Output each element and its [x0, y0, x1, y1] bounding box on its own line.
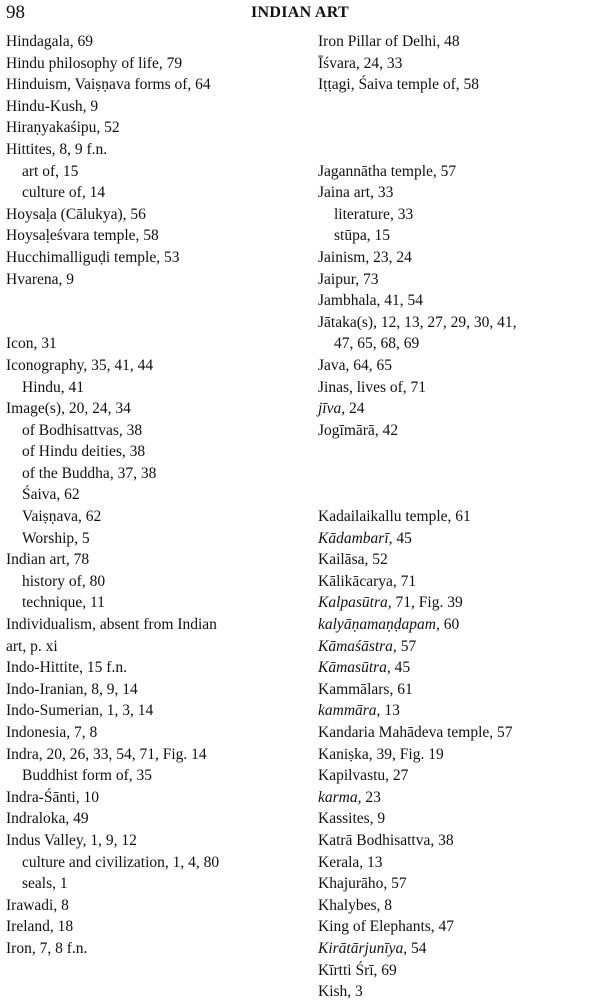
index-entry	[318, 852, 600, 874]
entry-page-refs: 13	[380, 702, 400, 720]
running-head: INDIAN ART	[250, 4, 349, 21]
entry-text: Indus Valley, 1, 9, 12	[6, 831, 137, 849]
index-entry	[318, 960, 600, 982]
entry-text: Kapilvastu, 27	[318, 767, 409, 785]
index-entry	[6, 657, 298, 679]
entry-text: of Hindu deities, 38	[22, 443, 146, 461]
index-entry	[318, 744, 600, 766]
index-entry	[318, 787, 600, 809]
entry-text: Indo-Sumerian, 1, 3, 14	[6, 702, 154, 720]
entry-text: Hucchimalliguḍi temple, 53	[6, 248, 180, 266]
index-entry	[318, 830, 600, 852]
index-entry	[318, 161, 600, 183]
index-subentry	[6, 506, 298, 528]
index-entry	[318, 636, 600, 658]
index-entry	[6, 916, 298, 938]
index-entry	[6, 74, 298, 96]
index-entry	[318, 528, 600, 550]
entry-text: Iron Pillar of Delhi, 48	[318, 33, 460, 50]
index-subentry	[6, 765, 298, 787]
index-entry	[6, 96, 298, 118]
entry-text: history of, 80	[22, 572, 106, 590]
index-subentry	[6, 528, 298, 550]
entry-text: Image(s), 20, 24, 34	[6, 400, 131, 418]
entry-text: Buddhist form of, 35	[22, 767, 153, 785]
entry-text: literature, 33	[334, 205, 414, 223]
entry-text: Jaipur, 73	[318, 270, 379, 288]
entry-text: of the Buddha, 37, 38	[22, 464, 157, 482]
index-entry	[6, 830, 298, 852]
entry-page-refs: 45	[390, 659, 411, 677]
index-entry	[318, 290, 600, 312]
index-entry	[318, 549, 600, 571]
entry-text: Kāmasūtra,	[318, 659, 391, 677]
entry-page-refs: 57	[396, 637, 417, 655]
index-subentry	[6, 182, 298, 204]
index-entry	[318, 312, 600, 334]
entry-text: Worship, 5	[22, 529, 90, 547]
index-entry	[6, 204, 298, 226]
entry-text: art of, 15	[22, 162, 79, 180]
entry-text: Indian art, 78	[6, 551, 90, 569]
entry-text: Java, 64, 65	[318, 356, 393, 374]
entry-text: jīva,	[318, 400, 346, 418]
entry-text: Indo-Hittite, 15 f.n.	[6, 659, 127, 677]
entry-text: Kirātārjunīya,	[318, 939, 408, 957]
entry-text: Kerala, 13	[318, 853, 383, 871]
entry-text: art, p. xi	[6, 637, 58, 655]
index-subentry	[318, 204, 600, 226]
entry-text: Individualism, absent from Indian	[6, 616, 217, 634]
entry-text: 47, 65, 68, 69	[334, 335, 420, 353]
index-entry	[318, 679, 600, 701]
index-entry	[318, 247, 600, 269]
entry-text: Katrā Bodhisattva, 38	[318, 832, 454, 849]
entry-text: Indonesia, 7, 8	[6, 724, 98, 741]
index-entry	[318, 981, 600, 1003]
index-column-left	[6, 31, 298, 960]
index-entry	[6, 787, 298, 809]
entry-text: Śaiva, 62	[22, 486, 80, 504]
entry-text: of Bodhisattvas, 38	[22, 421, 143, 439]
index-entry	[318, 506, 600, 528]
entry-text: Kadailaikallu temple, 61	[318, 508, 471, 526]
entry-text: Hoysaḷa (Cālukya), 56	[6, 205, 146, 223]
entry-text: Indra, 20, 26, 33, 54, 71, Fig. 14	[6, 745, 207, 763]
index-subentry	[6, 161, 298, 183]
index-entry	[318, 938, 600, 960]
index-subentry	[6, 873, 298, 895]
index-entry	[318, 657, 600, 679]
entry-text: Kaniṣka, 39, Fig. 19	[318, 745, 444, 763]
index-entry	[6, 53, 298, 75]
index-entry	[6, 808, 298, 830]
index-entry	[6, 744, 298, 766]
entry-text: kammāra,	[318, 702, 381, 720]
entry-text: Hinduism, Vaiṣṇava forms of, 64	[6, 76, 211, 94]
entry-text: Jinas, lives of, 71	[318, 378, 427, 396]
index-column-right	[318, 31, 600, 1003]
entry-text: Icon, 31	[6, 335, 57, 353]
entry-text: Irawadi, 8	[6, 896, 69, 914]
index-subentry	[6, 420, 298, 442]
index-entry	[318, 765, 600, 787]
entry-text: Kalpasūtra,	[318, 594, 392, 612]
index-entry	[6, 549, 298, 571]
entry-text: Hvarena, 9	[6, 270, 74, 288]
index-entry	[6, 679, 298, 701]
index-subentry	[6, 852, 298, 874]
entry-text: Indra-Śānti, 10	[6, 788, 99, 806]
index-entry	[318, 355, 600, 377]
index-entry	[6, 722, 298, 744]
index-entry	[6, 269, 298, 291]
index-subentry	[6, 441, 298, 463]
index-entry	[6, 895, 298, 917]
entry-text: Kassites, 9	[318, 810, 386, 828]
index-entry	[318, 74, 600, 96]
entry-page-refs: 54	[407, 939, 427, 957]
entry-text: Hindu-Kush, 9	[6, 97, 99, 115]
index-entry	[318, 571, 600, 593]
entry-text: Īśvara, 24, 33	[318, 54, 403, 72]
entry-text: culture of, 14	[22, 184, 106, 202]
section-gap	[6, 290, 298, 333]
entry-text: Kish, 3	[318, 983, 363, 1001]
entry-text: Kandaria Mahādeva temple, 57	[318, 724, 513, 742]
entry-text: Iṭṭagi, Śaiva temple of, 58	[318, 76, 479, 94]
entry-text: Jaina art, 33	[318, 184, 394, 202]
index-entry	[318, 398, 600, 420]
index-entry	[6, 225, 298, 247]
entry-text: Hindu philosophy of life, 79	[6, 54, 183, 72]
index-entry	[6, 355, 298, 377]
entry-text: Jātaka(s), 12, 13, 27, 29, 30, 41,	[318, 313, 517, 331]
index-entry	[6, 700, 298, 722]
section-gap	[318, 96, 600, 161]
entry-page-refs: 45	[392, 529, 412, 547]
entry-text: karma,	[318, 788, 362, 806]
index-entry	[318, 895, 600, 917]
index-entry	[6, 614, 298, 636]
entry-page-refs: 23	[361, 788, 381, 806]
entry-page-refs: 71, Fig. 39	[391, 594, 463, 612]
index-entry	[318, 700, 600, 722]
entry-text: Iconography, 35, 41, 44	[6, 356, 154, 374]
index-entry	[318, 916, 600, 938]
entry-text: Iron, 7, 8 f.n.	[6, 939, 88, 957]
index-entry	[6, 31, 298, 53]
index-entry	[318, 722, 600, 744]
index-entry	[6, 398, 298, 420]
entry-text: stūpa, 15	[334, 227, 390, 245]
entry-text: seals, 1	[22, 875, 68, 893]
entry-text: Ireland, 18	[6, 918, 74, 936]
page-number: 98	[6, 2, 25, 23]
index-entry	[318, 420, 600, 442]
page-header	[6, 2, 594, 26]
entry-text: culture and civilization, 1, 4, 80	[22, 853, 220, 871]
index-entry	[6, 636, 298, 658]
entry-page-refs: 24	[345, 400, 365, 418]
index-entry	[318, 592, 600, 614]
index-subentry	[6, 592, 298, 614]
entry-text: technique, 11	[22, 594, 105, 612]
section-gap	[318, 441, 600, 506]
index-entry	[318, 377, 600, 399]
index-entry	[318, 808, 600, 830]
entry-text: Kammālars, 61	[318, 680, 413, 698]
entry-text: Hindagala, 69	[6, 33, 93, 50]
entry-text: Khajurāho, 57	[318, 875, 407, 893]
index-entry	[318, 269, 600, 291]
index-subentry	[6, 484, 298, 506]
index-entry	[318, 53, 600, 75]
index-entry	[318, 614, 600, 636]
entry-text: Indo-Iranian, 8, 9, 14	[6, 680, 138, 698]
index-entry	[318, 873, 600, 895]
entry-text: Jogīmārā, 42	[318, 421, 399, 439]
entry-text: Kailāsa, 52	[318, 551, 388, 569]
entry-text: Hiraṇyakaśipu, 52	[6, 119, 120, 137]
index-entry	[6, 117, 298, 139]
entry-text: King of Elephants, 47	[318, 918, 455, 936]
index-entry	[318, 31, 600, 53]
entry-text: Hittites, 8, 9 f.n.	[6, 140, 108, 158]
entry-text: Vaiṣṇava, 62	[22, 508, 102, 526]
entry-text: Kālikācarya, 71	[318, 572, 417, 590]
entry-text: Jagannātha temple, 57	[318, 162, 457, 180]
entry-text: Khalybes, 8	[318, 896, 393, 914]
entry-text: Hindu, 41	[22, 378, 84, 396]
index-subentry	[318, 333, 600, 355]
index-entry	[6, 247, 298, 269]
index-entry	[6, 139, 298, 161]
entry-text: Indraloka, 49	[6, 810, 89, 828]
index-subentry	[6, 463, 298, 485]
entry-text: Kīrtti Śrī, 69	[318, 961, 397, 979]
index-entry	[318, 182, 600, 204]
index-subentry	[6, 377, 298, 399]
entry-page-refs: 60	[439, 616, 460, 634]
index-subentry	[6, 571, 298, 593]
entry-text: Kādambarī,	[318, 529, 393, 547]
entry-text: kalyāṇamaṇḍapam,	[318, 616, 440, 634]
entry-text: Kāmaśāstra,	[318, 637, 397, 655]
index-entry	[6, 938, 298, 960]
entry-text: Hoysaḷeśvara temple, 58	[6, 227, 159, 245]
entry-text: Jambhala, 41, 54	[318, 292, 424, 310]
entry-text: Jainism, 23, 24	[318, 248, 412, 266]
index-subentry	[318, 225, 600, 247]
index-entry	[6, 333, 298, 355]
